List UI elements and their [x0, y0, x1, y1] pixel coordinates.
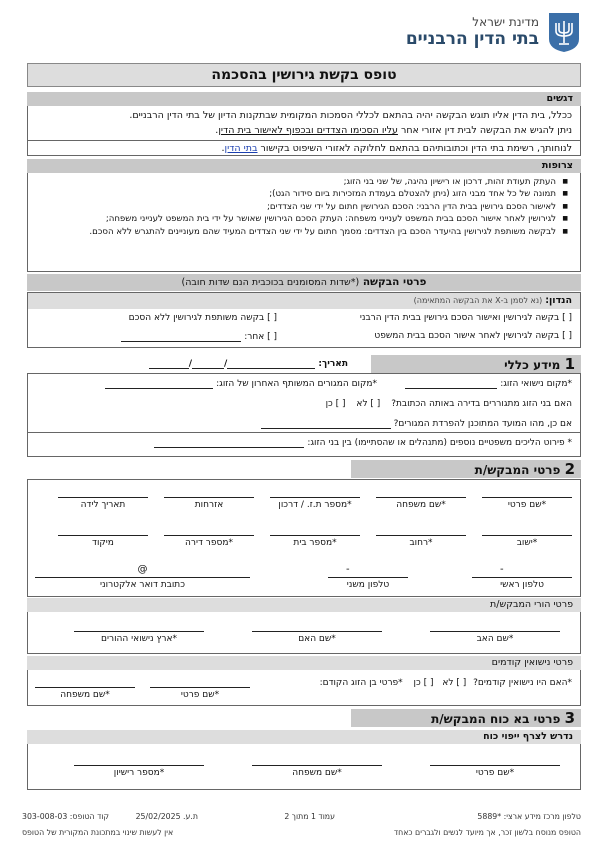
subject-header: [28, 293, 580, 309]
previous-no[interactable]: [ ] לא: [442, 678, 467, 688]
attachment-item: ■ העתק תעודת זהות, דרכון או רישיון נהיגה, של שני בני הזוג;: [36, 176, 568, 188]
page-header: [406, 8, 581, 56]
applicant-field-row2-2[interactable]: *מספר בית: [270, 522, 360, 548]
same-address-yes[interactable]: [ ] כן: [325, 399, 346, 409]
form-title: טופס בקשת גירושין בהסכמה: [27, 63, 581, 87]
parent-field-0[interactable]: *שם האב: [430, 618, 560, 644]
email-field[interactable]: @ כתובת דואר אלקטרוני: [35, 564, 250, 590]
applicant-field-row2-3[interactable]: *מספר דירה: [164, 522, 254, 548]
subject-option-rabbinic[interactable]: [ ] בקשה לגירושין ואישור הסכם גירושין בבית הדין הרבני: [359, 313, 572, 323]
section1-box: [27, 373, 581, 457]
request-details-title: פרטי הבקשה: [362, 276, 427, 288]
section3-number: 3: [564, 709, 575, 727]
same-address-question: האם בני הזוג מתגוררים בדירה באותה הכתובת? [ ] לא [ ] כן: [325, 399, 572, 409]
previous-marriage-label: פרטי נישואין קודמים: [27, 656, 581, 670]
subject-box: [27, 292, 581, 348]
parent-field-2[interactable]: *ארץ נישואי ההורים: [74, 618, 204, 644]
attorney-field-1[interactable]: *שם משפחה: [252, 752, 382, 778]
section2-number: 2: [564, 460, 575, 478]
courts-name: בתי הדין הרבניים: [405, 29, 539, 49]
footer-code: קוד הטופס: 303-008-03: [22, 812, 110, 821]
subject-label: הנדון:: [545, 295, 572, 306]
separation-date-field[interactable]: אם כן, מהו המועד המתוכנן להפרדת המגורים?: [261, 418, 572, 429]
poa-label: נדרש לצרף ייפוי כוח: [27, 730, 581, 744]
state-emblem-icon: [547, 11, 581, 53]
attachment-item: ■ לגירושין לאחר אישור הסכם בבית המשפט לענייני משפחה: העתק הסכם הגירושין שאושר על ידי בית המשפט לענייני משפחה;: [36, 213, 568, 225]
previous-marriage-box: [27, 670, 581, 706]
attachment-item: ■ לאישור הסכם גירושין בבית הדין הרבני: הסכם הגירושין חתום על ידי שני הצדדים;: [36, 201, 568, 213]
notes-line-2: ניתן להגיש את הבקשה לבית דין אזורי אחר עליו הסכימו הצדדים ובכפוף לאישור בית הדין.: [215, 125, 572, 136]
applicant-field-row1-3[interactable]: אזרחות: [164, 484, 254, 510]
applicant-field-row2-4[interactable]: מיקוד: [58, 522, 148, 548]
previous-yes[interactable]: [ ] כן: [413, 678, 434, 688]
footer-gender-note: הטופס מנוסח בלשון זכר, אך מיועד לנשים ולגברים כאחד: [393, 828, 581, 837]
footer-page: עמוד 1 מתוך 2: [284, 812, 335, 821]
notes-link-box: לנוחותך, רשימת בתי הדין וכתובותיהם בהתאם לחלוקה לאזורי השיפוט בקישור בתי הדין.: [27, 140, 581, 156]
attachments-list: [28, 173, 580, 240]
attachments-label: צרופות: [27, 159, 581, 173]
attachment-item: ■ לבקשה משותפת לגירושין בהיעדר הסכם בין הצדדים: מסמך חתום על ידי שני הצדדים המעיד שהם מעוניינים להתגרש ללא הסכם.: [36, 226, 568, 238]
applicant-field-row1-0[interactable]: *שם פרטי: [482, 484, 572, 510]
section1-title: מידע כללי: [504, 358, 561, 372]
courts-list-link[interactable]: בתי הדין: [224, 143, 258, 154]
applicant-field-row2-0[interactable]: *ישוב: [482, 522, 572, 548]
main-phone-field[interactable]: - טלפון ראשי: [472, 564, 572, 590]
section1-number: 1: [564, 355, 575, 373]
section3-header: [351, 709, 581, 727]
previous-marriage-question: *האם היו נישואין קודמים? [ ] לא [ ] כן *פרטי בן הזוג הקודם:: [319, 678, 572, 688]
applicant-field-row1-4[interactable]: תאריך לידה: [58, 484, 148, 510]
notes-label: דגשים: [27, 92, 581, 106]
previous-spouse-label: *פרטי בן הזוג הקודם:: [319, 678, 403, 688]
section1-header: [371, 355, 581, 373]
state-name: מדינת ישראל: [472, 15, 539, 29]
subject-option-joint[interactable]: [ ] בקשה משותפת לגירושין ללא הסכם: [128, 313, 277, 323]
parents-label: פרטי הורי המבקש/ת: [27, 598, 581, 612]
section2-box: [27, 479, 581, 597]
section3-title: פרטי בא כוח המבקש/ת: [431, 712, 561, 726]
date-field[interactable]: תאריך: //: [149, 358, 348, 369]
footer-nochange-note: אין לעשות שינוי במתכונת המקורית של הטופס: [22, 828, 174, 837]
section2-header: [351, 460, 581, 478]
applicant-field-row2-1[interactable]: *רחוב: [376, 522, 466, 548]
subject-option-other[interactable]: [ ] אחר:: [121, 331, 277, 342]
secondary-phone-field[interactable]: - טלפון משני: [328, 564, 408, 590]
attorney-field-2[interactable]: *מספר רישיון: [74, 752, 204, 778]
required-note: (*שדות המסומנים בכוכבית הנם שדות חובה): [181, 277, 360, 288]
footer-phone: טלפון מרכז מידע ארצי: *5889: [477, 812, 581, 821]
section3-box: [27, 744, 581, 790]
applicant-field-row1-1[interactable]: *שם משפחה: [376, 484, 466, 510]
subject-hint: (נא לסמן ב-X את הבקשה המתאימה): [413, 296, 543, 305]
other-input[interactable]: [121, 331, 241, 342]
notes-line-1: ככלל, בית הדין אליו תוגש הבקשה יהיה בהתאם לכללי הסמכות המקומית שבתקנות הדיון של בתי הדין הרבניים.: [129, 110, 572, 121]
request-details-bar: [27, 274, 581, 291]
same-address-no[interactable]: [ ] לא: [356, 399, 381, 409]
applicant-field-row1-2[interactable]: *מספר ת.ז. / דרכון: [270, 484, 360, 510]
previous-first-name-field[interactable]: *שם פרטי: [150, 674, 250, 700]
section2-title: פרטי המבקש/ת: [474, 463, 561, 477]
attachments-box: [27, 173, 581, 272]
parent-field-1[interactable]: *שם האם: [252, 618, 382, 644]
previous-last-name-field[interactable]: *שם משפחה: [35, 674, 135, 700]
attorney-field-0[interactable]: *שם פרטי: [430, 752, 560, 778]
last-residence-field[interactable]: *מקום המגורים המשותף האחרון של הזוג:: [105, 378, 377, 389]
subject-option-court[interactable]: [ ] בקשה לגירושין לאחר אישור הסכם בבית המשפט: [374, 331, 572, 341]
proceedings-field[interactable]: * פירוט הליכים משפטיים נוספים (מתנהלים או שהסתיימו) בין בני הזוג:: [154, 437, 572, 448]
attachment-item: ■ תמונה של כל אחד מבני הזוג (ניתן להצטלם בעמדת המזכירות ביום סידור הגט);: [36, 188, 568, 200]
marriage-place-field[interactable]: *מקום נישואי הזוג:: [405, 378, 572, 389]
footer-date: ת.ע. 25/02/2025: [135, 812, 198, 821]
parents-box: [27, 612, 581, 654]
